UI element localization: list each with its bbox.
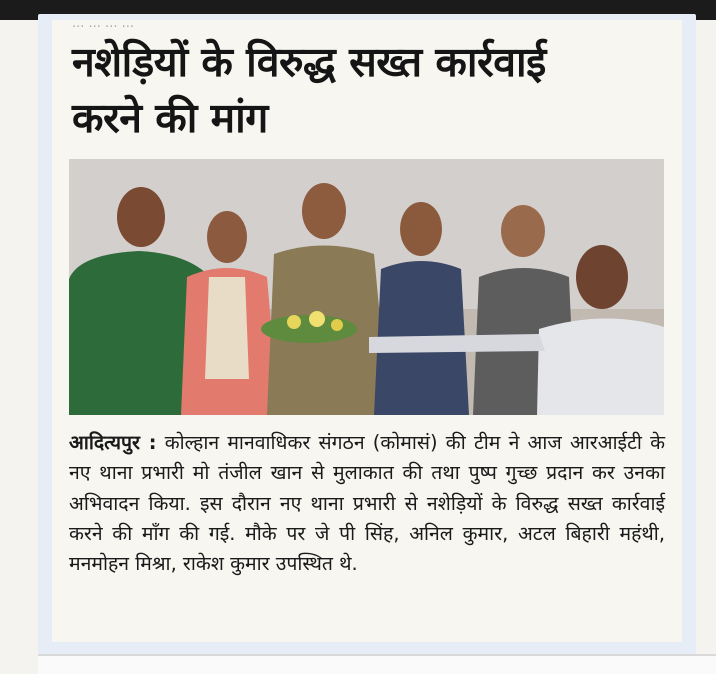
headline-line-1: नशेड़ियों के विरुद्ध सख्त कार्रवाई (72, 38, 546, 86)
headline-line-2: करने की मांग (72, 94, 268, 142)
caption-dateline: आदित्यपुर : (69, 431, 157, 454)
cut-off-text: ... ... ... ... (72, 20, 134, 31)
photo-caption (69, 428, 665, 579)
bottom-edge (38, 654, 716, 674)
news-photo (69, 159, 664, 415)
newspaper-clipping (52, 20, 682, 642)
caption-body: कोल्हान मानवाधिकर संगठन (कोमासं) की टीम ने आज आरआईटी के नए थाना प्रभारी मो तंजील खान से मुलाकात की तथा पुष्प गुच्छ प्रदान कर उनका अभिवादन किया. इस दौरान नए थाना प्रभारी से नशेड़ियों के विरुद्ध सख्त कार्रवाई करने की माँग की गई. मौके पर जे पी सिंह, अनिल कुमार, अटल बिहारी महंथी, मनमोहन मिश्रा, राकेश कुमार उपस्थित थे. (69, 431, 665, 576)
headline (72, 34, 682, 146)
group-photo-illustration (69, 159, 664, 415)
